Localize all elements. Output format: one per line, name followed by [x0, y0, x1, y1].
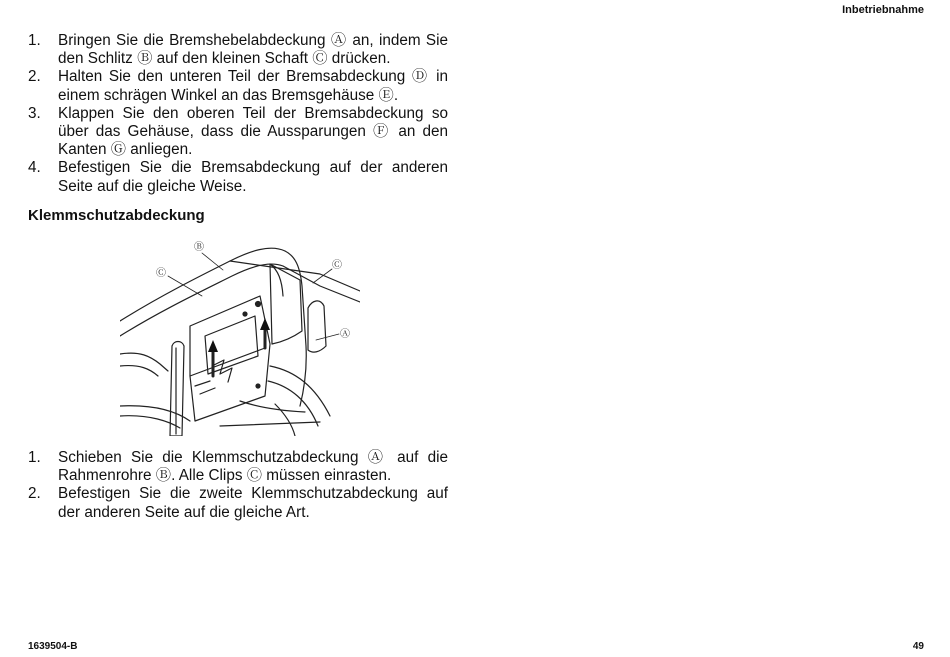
list-item: [28, 68, 448, 104]
brake-cover-steps: [28, 32, 448, 196]
step-number: 1.: [28, 32, 41, 49]
step-text: Klappen Sie den oberen Teil der Bremsabdeckung so über das Gehäuse, dass die Aussparungen Ⓕ an den Kanten Ⓖ anliegen.: [58, 104, 448, 159]
list-item: [28, 449, 448, 485]
list-item: [28, 32, 448, 68]
list-item: [28, 105, 448, 160]
step-text: Befestigen Sie die Bremsabdeckung auf der anderen Seite auf die gleiche Weise.: [58, 159, 448, 195]
callout-label-c: Ⓒ: [156, 268, 166, 279]
running-header: Inbetriebnahme: [842, 4, 924, 16]
section-title: Klemmschutzabdeckung: [28, 207, 205, 224]
list-item: [28, 485, 448, 521]
step-text: Schieben Sie die Klemmschutzabdeckung Ⓐ auf die Rahmenrohre Ⓑ. Alle Clips Ⓒ müssen einrasten.: [58, 449, 448, 485]
step-number: 2.: [28, 485, 41, 503]
callout-label-c: Ⓒ: [332, 260, 342, 271]
step-number: 2.: [28, 68, 41, 86]
list-item: [28, 159, 448, 195]
page-number: 49: [912, 641, 924, 652]
clamp-cover-steps: [28, 449, 448, 522]
callout-label-a: Ⓐ: [340, 329, 350, 340]
clamp-guard-illustration: [120, 236, 360, 436]
step-number: 1.: [28, 449, 41, 466]
document-number: 1639504-B: [28, 641, 78, 652]
step-text: Bringen Sie die Bremshebelabdeckung Ⓐ an, indem Sie den Schlitz Ⓑ auf den kleinen Schaft Ⓒ drücken.: [58, 32, 448, 68]
step-text: Halten Sie den unteren Teil der Bremsabdeckung Ⓓ in einem schrägen Winkel an das Bremsgehäuse Ⓔ.: [58, 68, 448, 104]
step-text: Befestigen Sie die zweite Klemmschutzabdeckung auf der anderen Seite auf die gleiche Art.: [58, 485, 448, 521]
callout-label-b: Ⓑ: [194, 242, 204, 253]
step-number: 3.: [28, 104, 41, 122]
step-number: 4.: [28, 159, 41, 177]
